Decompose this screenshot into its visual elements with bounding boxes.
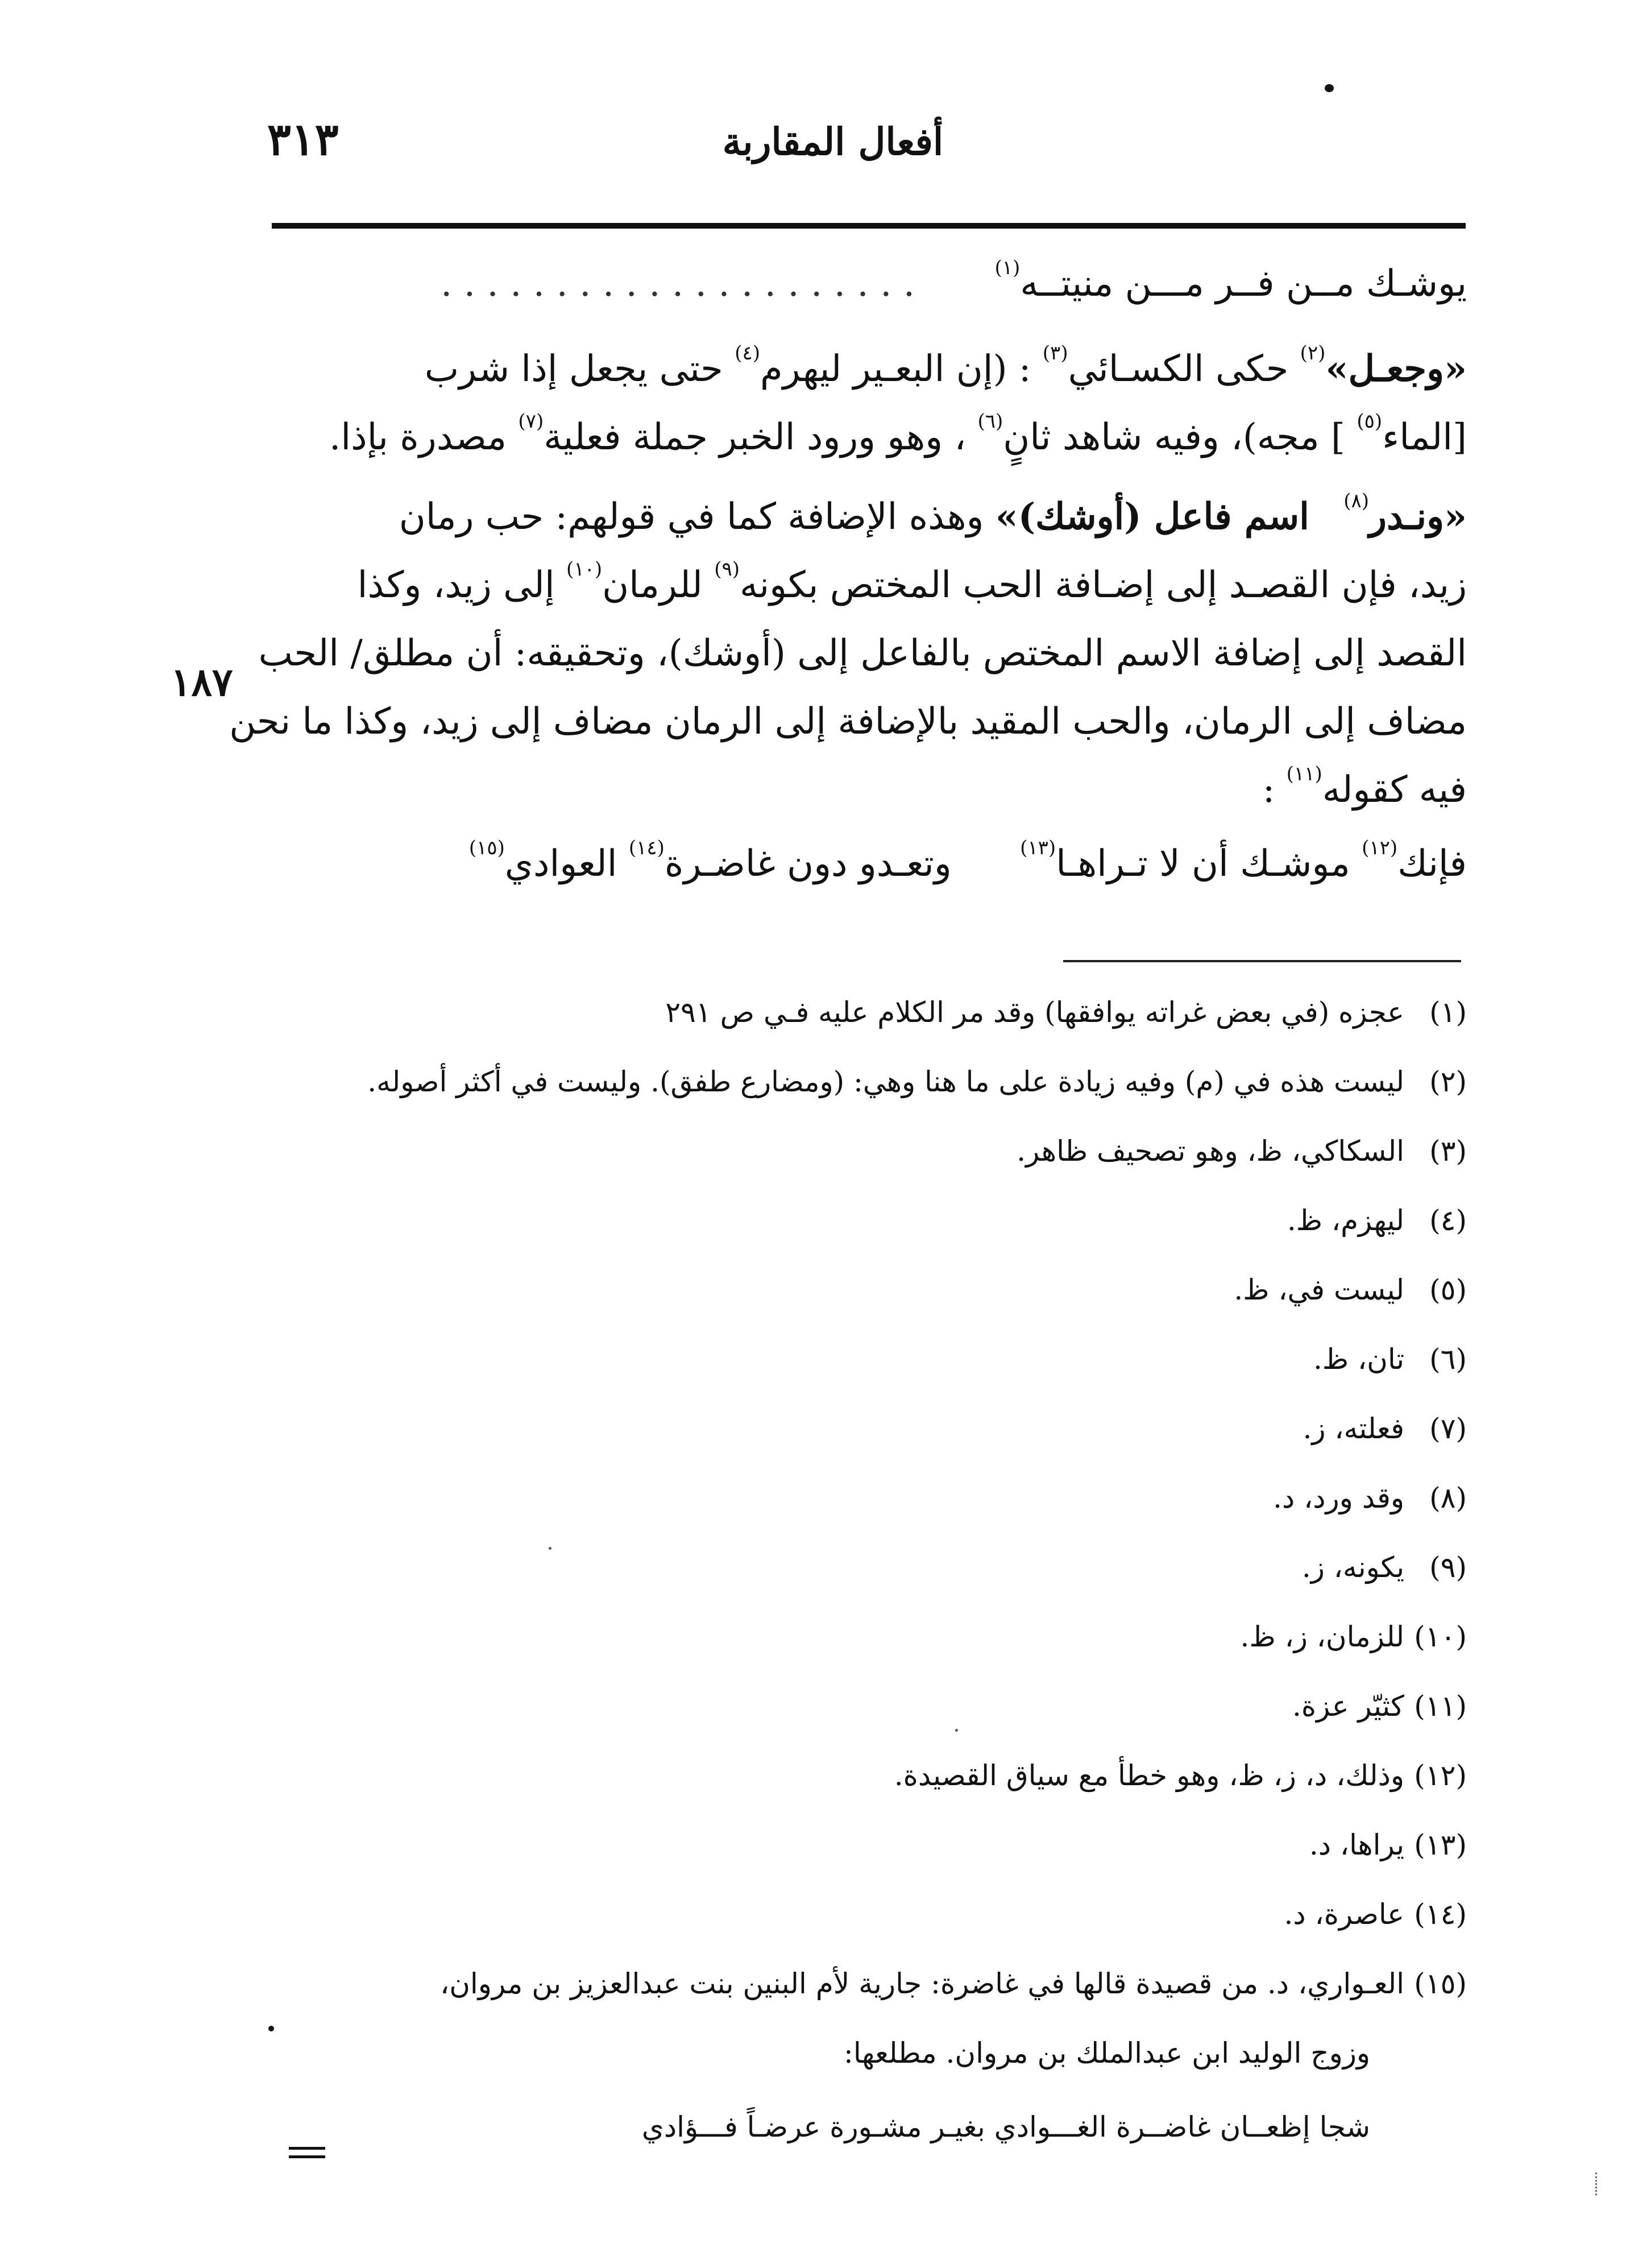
footnote-text: ليست في، ظ. <box>1234 1273 1404 1306</box>
footnote-item <box>273 1950 1467 2018</box>
text-segment: مصدرة بإذا. <box>329 416 507 458</box>
text-line-1 <box>296 250 1467 317</box>
footnote-item <box>273 978 1467 1046</box>
footnote-number: (١٢) <box>1414 1759 1467 1792</box>
footnote-item <box>273 1117 1467 1185</box>
footnote-text: العـواري، د. من قصيدة قالها في غاضرة: جارية لأم البنين بنت عبدالعزيز بن مروان، <box>440 1967 1404 2000</box>
verse-segment: موشـك أن لا تـراهـا <box>1056 843 1350 885</box>
text-line-7: مضاف إلى الرمان، والحب المقيد بالإضافة إلى الرمان مضاف إلى زيد، وكذا ما نحن <box>229 701 1467 743</box>
text-segment: للرمان <box>602 564 703 606</box>
footnote-number: (١٣) <box>1414 1828 1467 1861</box>
footnote-continuation: وزوج الوليد ابن عبدالملك بن مروان. مطلعها: <box>844 2037 1370 2070</box>
footnote-text: عاصرة، د. <box>1284 1898 1404 1931</box>
footnote-item <box>273 1672 1467 1740</box>
text-line-3 <box>296 404 1467 471</box>
footnote-ref: (١) <box>994 256 1021 279</box>
text-segment: إلى زيد، وكذا <box>357 564 555 606</box>
footnote-separator <box>1063 960 1461 962</box>
omission-dots: . . . . . . . . . . . . . . . . . . . . . <box>441 263 915 305</box>
footnote-item <box>273 1741 1467 1810</box>
footnote-ref: (١٤) <box>628 837 665 859</box>
quoted-verse <box>296 830 1467 897</box>
text-line-2 <box>296 336 1467 403</box>
footnote-item <box>273 1048 1467 1116</box>
running-title: أفعال المقاربة <box>722 119 944 164</box>
footnote-text: تان، ظ. <box>1313 1343 1404 1376</box>
header-rule <box>272 223 1466 229</box>
text-line-6: القصد إلى إضافة الاسم المختص بالفاعل إلى (أوشك)، وتحقيقه: أن مطلق/ الحب <box>258 632 1467 674</box>
ink-speck <box>1325 84 1334 92</box>
bold-term: اسم فاعل (أوشك)» <box>995 495 1309 538</box>
text-line-8 <box>296 756 1467 823</box>
text-segment: زيد، فإن القصـد إلى إضـافة الحب المختص بكونه <box>740 564 1467 606</box>
footnote-number: (٧) <box>1429 1412 1467 1445</box>
footnote-ref: (١٥) <box>468 837 505 859</box>
footnote-text: وقد ورد، د. <box>1273 1481 1404 1514</box>
footnote-text: يراها، د. <box>1309 1828 1404 1861</box>
footnote-item <box>273 1394 1467 1463</box>
colon: : <box>1262 769 1275 811</box>
page-number: ٣١٣ <box>267 114 339 165</box>
footnote-number: (٩) <box>1429 1551 1467 1584</box>
footnote-ref: (٤) <box>735 342 760 365</box>
text-line-4 <box>296 483 1467 551</box>
footnote-text: كثيّر عزة. <box>1292 1690 1404 1723</box>
verse-hemistich: يوشـك مــن فــر مـــن منيتــه <box>1020 263 1467 305</box>
footnote-item <box>273 1256 1467 1324</box>
ink-speck <box>268 2026 274 2031</box>
footnote-ref: (٩) <box>714 558 740 581</box>
footnote-number: (٣) <box>1429 1135 1467 1168</box>
verse-segment: فإنك <box>1397 843 1467 885</box>
footnote-number: (١٤) <box>1414 1898 1467 1931</box>
footnote-text: للزمان، ز، ظ. <box>1240 1620 1404 1653</box>
text-segment: : (إن البعـير ليهرم <box>760 348 1031 390</box>
footnote-text: السكاكي، ظ، وهو تصحيف ظاهر. <box>1017 1135 1404 1168</box>
footnote-item <box>273 1533 1467 1601</box>
verse-segment: العوادي <box>504 843 617 885</box>
text-segment: فيه كقوله <box>1322 769 1467 811</box>
text-segment: ] مجه)، وفيه شاهد ثانٍ <box>1003 416 1346 458</box>
footnote-item <box>273 1880 1467 1948</box>
footnote-ref: (٥) <box>1357 410 1383 433</box>
footnote-ref: (٦) <box>977 410 1003 433</box>
footnote-item <box>273 1603 1467 1671</box>
footnote-number: (١٥) <box>1414 1967 1467 2000</box>
footnote-number: (٢) <box>1429 1065 1467 1098</box>
text-segment: [الماء <box>1382 416 1467 458</box>
footnote-number: (١٠) <box>1414 1620 1467 1653</box>
footnote-text: عجزه (في بعض غراته يوافقها) وقد مر الكلام عليه فـي ص ٢٩١ <box>665 996 1404 1029</box>
footnote-ref: (٧) <box>518 410 544 433</box>
footnote-item <box>273 1464 1467 1532</box>
footnote-text: وذلك، د، ز، ظ، وهو خطأ مع سياق القصيدة. <box>894 1759 1404 1792</box>
footnote-number: (١١) <box>1414 1690 1467 1723</box>
footnote-ref: (٨) <box>1343 490 1370 512</box>
footnote-number: (٥) <box>1429 1273 1467 1306</box>
text-segment: ، وهو ورود الخبر جملة فعلية <box>544 416 967 458</box>
text-segment: وهذه الإضافة كما في قولهم: حب رمان <box>399 496 984 538</box>
footnote-ref: (١١) <box>1286 763 1322 785</box>
footnote-ref: (٢) <box>1300 342 1326 365</box>
text-line-5 <box>296 552 1467 619</box>
footnote-item <box>273 1325 1467 1393</box>
footnote-ref: (٣) <box>1042 342 1068 365</box>
footnote-text: ليهزم، ظ. <box>1287 1204 1404 1237</box>
footnote-text: فعلته، ز. <box>1303 1412 1404 1445</box>
footnote-ref: (١٢) <box>1362 837 1398 859</box>
margin-page-marker: ١٨٧ <box>171 660 233 705</box>
text-segment: حكى الكسـائي <box>1068 348 1289 390</box>
footnote-text: يكونه، ز. <box>1301 1551 1404 1584</box>
scan-edge-mark <box>1586 2172 1597 2195</box>
verse-segment: وتعـدو دون غاضـرة <box>664 843 952 885</box>
footnote-number: (١) <box>1429 996 1467 1029</box>
footnote-number: (٦) <box>1429 1343 1467 1376</box>
footnote-verse: شجا إظعــان غاضــرة الغـــوادي بغيـر مشـورة عرضـاً فـــؤادي <box>641 2110 1370 2143</box>
footnote-number: (٤) <box>1429 1204 1467 1237</box>
footnote-item <box>273 1186 1467 1255</box>
footnote-number: (٨) <box>1429 1481 1467 1514</box>
footnote-ref: (١٣) <box>1020 837 1056 859</box>
bold-term: «وجعـل» <box>1325 347 1467 390</box>
footnote-item <box>273 1811 1467 1879</box>
bold-term: «ونـدر <box>1369 495 1467 538</box>
footnote-ref: (١٠) <box>566 558 603 581</box>
footnote-text: ليست هذه في (م) وفيه زيادة على ما هنا وهي: (ومضارع طفق). وليست في أكثر أصوله. <box>367 1065 1404 1098</box>
end-mark <box>289 2147 325 2164</box>
text-segment: حتى يجعل إذا شرب <box>424 348 723 390</box>
